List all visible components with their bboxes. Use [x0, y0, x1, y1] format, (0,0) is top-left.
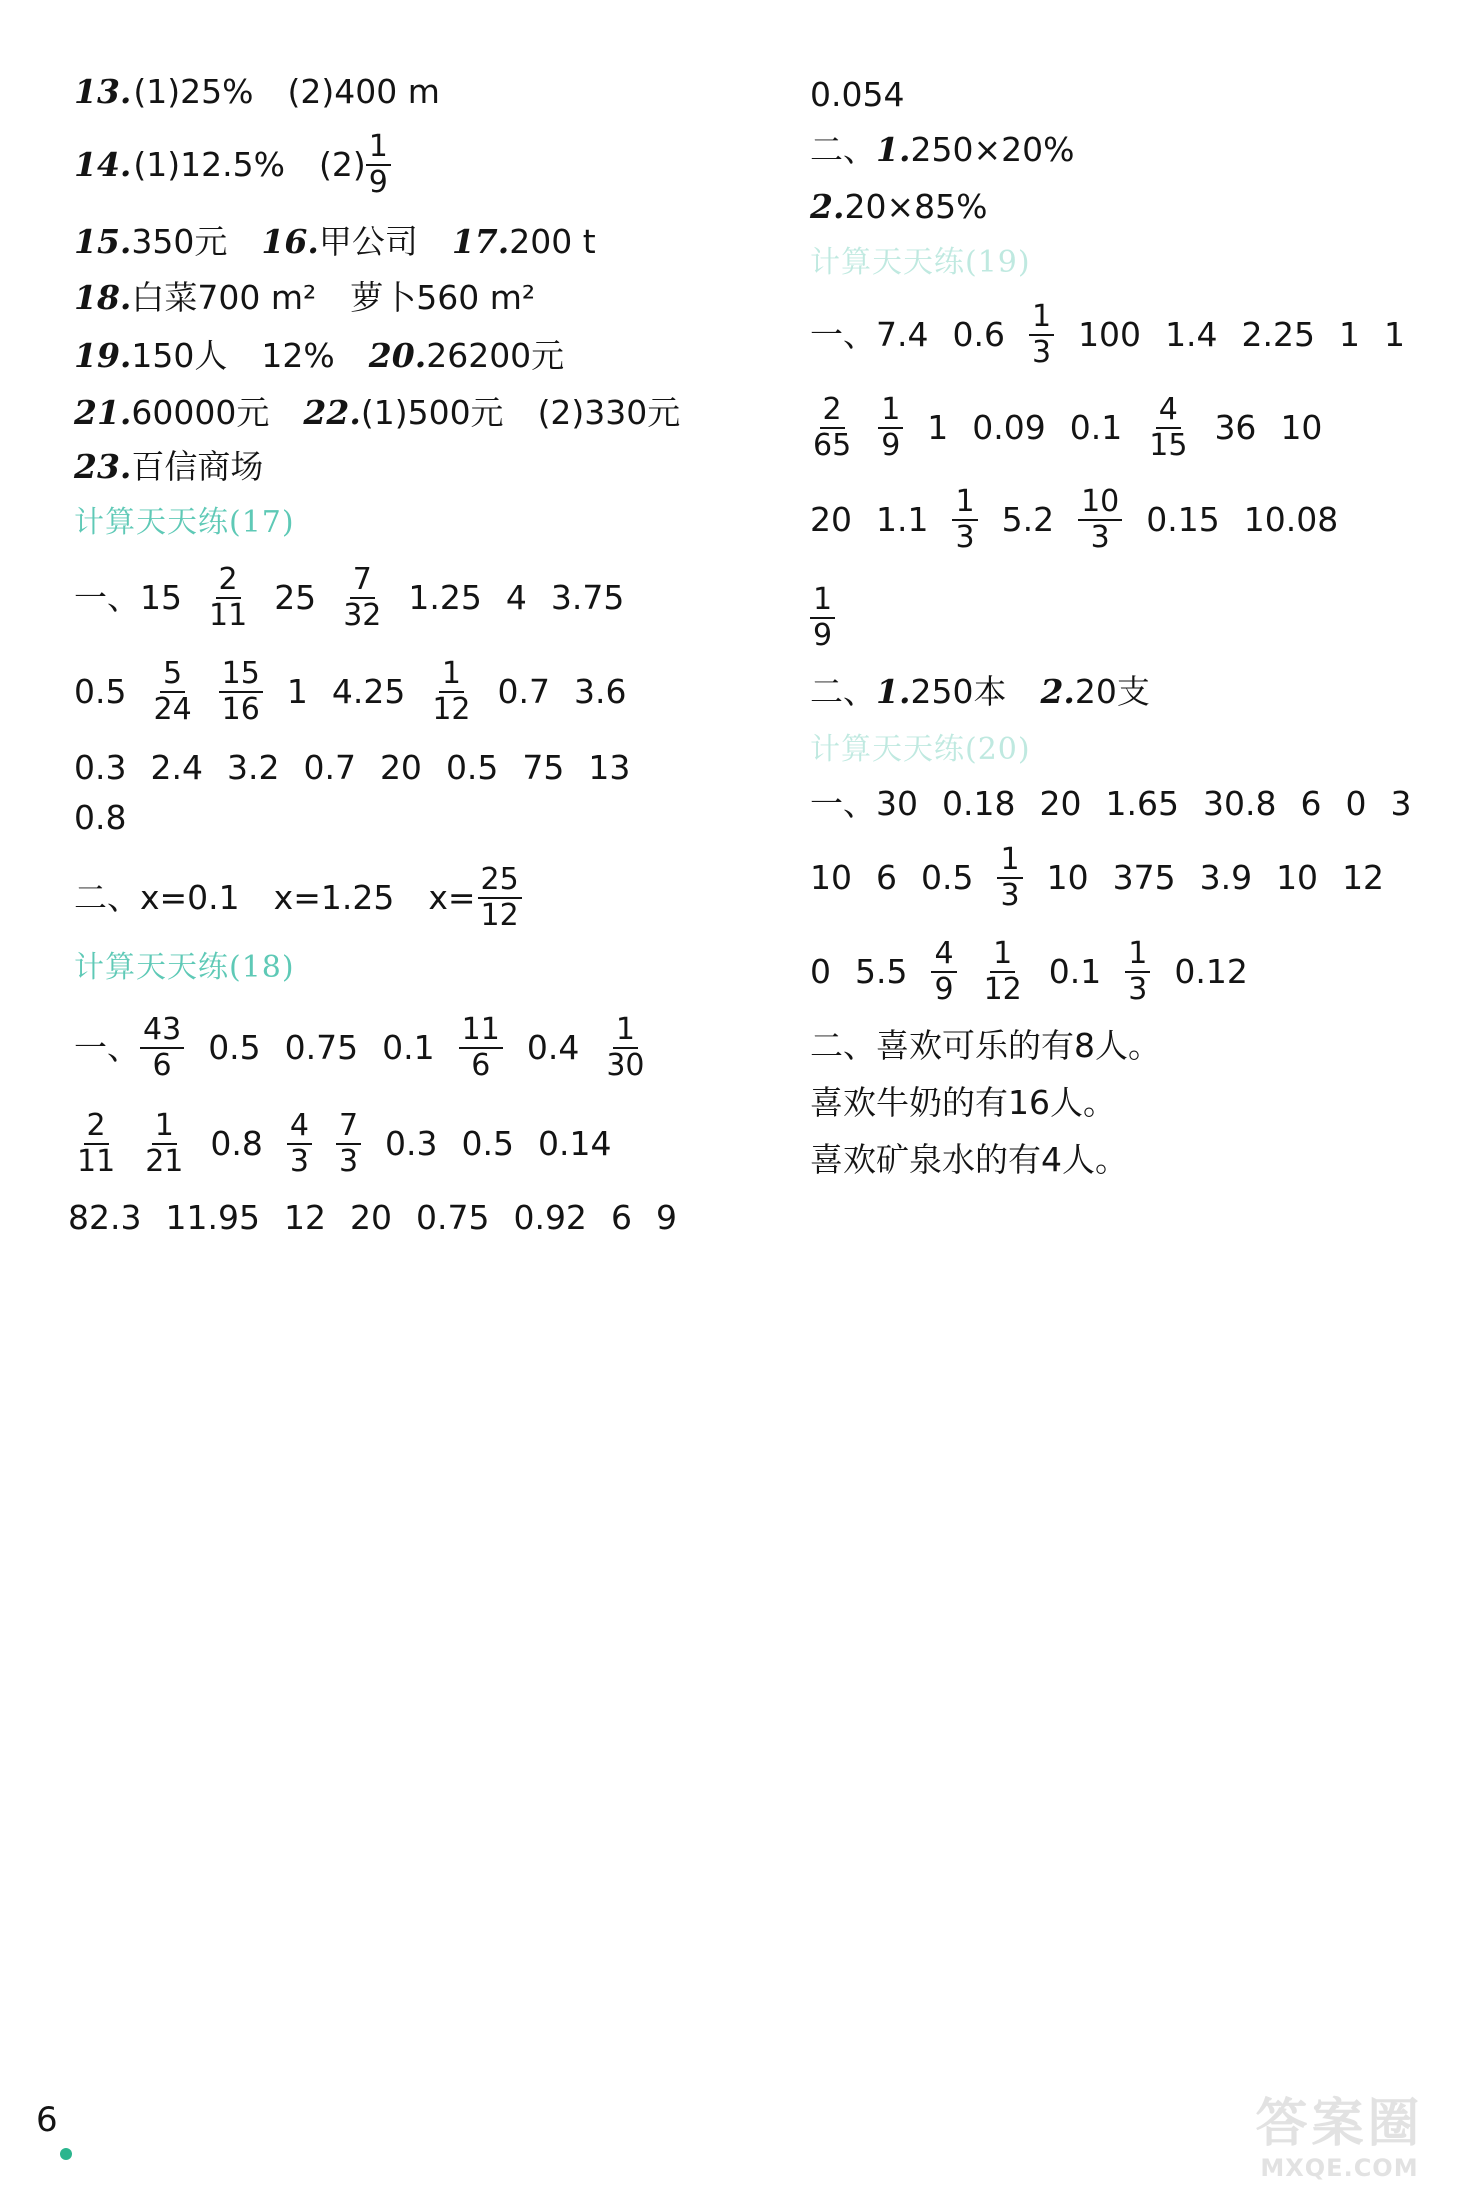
fraction	[340, 563, 384, 633]
s18-row-3	[68, 1198, 677, 1238]
question-number: 21.	[74, 393, 132, 432]
s18-row-1	[74, 1012, 648, 1083]
value: 10	[1046, 858, 1089, 897]
section-label: 二、	[74, 878, 140, 917]
fraction	[1125, 937, 1150, 1007]
s17-row-3	[74, 748, 630, 788]
denominator: 9	[368, 165, 388, 200]
answer: 20支	[1074, 672, 1150, 711]
question-number: 20.	[368, 336, 427, 375]
value: 6	[610, 1198, 632, 1237]
answer: 萝卜560 m²	[350, 278, 536, 317]
section-label: 二、	[810, 672, 876, 711]
value: 0.3	[385, 1124, 438, 1163]
s17-row-1	[74, 562, 625, 633]
fraction	[1146, 393, 1190, 463]
value: 3.9	[1199, 858, 1253, 897]
numerator: 1	[952, 485, 977, 521]
value: 20	[810, 500, 852, 539]
value: 0.14	[538, 1124, 612, 1163]
value: 0.09	[972, 408, 1046, 447]
answer: 百信商场	[131, 447, 264, 486]
s20-row-4	[810, 1026, 1161, 1066]
question-number: 17.	[451, 222, 510, 261]
denominator: 30	[606, 1048, 645, 1083]
numerator: 4	[931, 937, 956, 973]
value: 0	[1345, 784, 1367, 823]
value: 25	[274, 578, 317, 617]
value: 9	[655, 1198, 677, 1237]
value: 1	[1339, 315, 1361, 354]
answer-part: (1)25%	[133, 72, 254, 111]
value: 375	[1112, 858, 1176, 897]
answer-13	[74, 72, 440, 112]
section-heading-20: 计算天天练(20)	[810, 732, 1031, 767]
answer: 甲公司	[318, 222, 418, 261]
question-number: 16.	[261, 222, 319, 261]
numerator: 5	[160, 657, 185, 693]
numerator: 4	[1156, 393, 1181, 429]
value: 6	[876, 858, 897, 897]
value: 0.5	[74, 672, 127, 711]
fraction	[1078, 485, 1122, 555]
equation: x=	[428, 878, 476, 917]
value: 0.5	[445, 748, 499, 787]
numerator: 2	[216, 563, 241, 599]
denominator: 12	[983, 972, 1022, 1007]
value: 1	[1384, 315, 1406, 354]
denominator: 12	[432, 692, 471, 727]
watermark	[1232, 2095, 1447, 2185]
numerator: 2	[820, 393, 845, 429]
equation: x=1.25	[273, 878, 395, 917]
fraction	[287, 1109, 312, 1179]
answer-19-20	[74, 336, 564, 376]
section-label: 一、	[74, 1028, 140, 1067]
value: 0.7	[497, 672, 551, 711]
value: 0.18	[942, 784, 1016, 823]
s20-row-2	[810, 842, 1385, 913]
value: 一、7.4	[810, 315, 929, 354]
answer-sentence: 二、喜欢可乐的有8人。	[810, 1026, 1161, 1065]
value: 11.95	[165, 1198, 260, 1237]
fraction	[150, 657, 194, 727]
denominator: 32	[343, 598, 382, 633]
value: 0.92	[513, 1198, 587, 1237]
numerator: 1	[1029, 300, 1054, 336]
fraction	[459, 1013, 503, 1083]
r-row-0	[810, 75, 904, 115]
numerator: 1	[366, 130, 391, 166]
value: 4.25	[331, 672, 406, 711]
section-label: 二、	[810, 130, 876, 169]
denominator: 3	[1128, 972, 1148, 1007]
value: 0.6	[952, 315, 1005, 354]
value: 10.08	[1243, 500, 1339, 539]
denominator: 3	[289, 1144, 309, 1179]
value: 82.3	[68, 1198, 142, 1237]
fraction	[140, 1013, 184, 1083]
value: 0.5	[921, 858, 974, 897]
value: 20	[1039, 784, 1082, 823]
denominator: 3	[1090, 520, 1110, 555]
numerator: 1	[990, 937, 1015, 973]
fraction	[1029, 300, 1054, 370]
value: 0.4	[526, 1028, 580, 1067]
r-row-2	[810, 187, 987, 227]
value: 一、30	[810, 784, 918, 823]
s17-row-2	[74, 656, 627, 727]
value: 0.8	[210, 1124, 263, 1163]
value: 0.1	[1069, 408, 1123, 447]
value: 13	[588, 748, 631, 787]
numerator: 1	[439, 657, 464, 693]
value: 12	[1342, 858, 1385, 897]
answer: 20×85%	[844, 187, 988, 226]
denominator: 3	[338, 1144, 359, 1179]
fraction	[478, 863, 522, 933]
fraction	[931, 937, 956, 1007]
numerator: 1	[997, 843, 1022, 879]
denominator: 15	[1149, 428, 1188, 463]
answer-part: (1)12.5%	[133, 145, 285, 184]
value: 36	[1214, 408, 1257, 447]
denominator: 12	[480, 898, 519, 933]
numerator: 7	[336, 1109, 361, 1145]
value: 10	[1276, 858, 1319, 897]
denominator: 6	[152, 1048, 172, 1083]
answer: 350元	[131, 222, 228, 261]
denominator: 65	[813, 428, 852, 463]
value: 20	[349, 1198, 392, 1237]
value: 0.8	[74, 798, 127, 837]
fraction	[981, 937, 1025, 1007]
value: 0.054	[810, 75, 905, 114]
denominator: 11	[77, 1144, 116, 1179]
question-number: 13.	[74, 72, 132, 111]
answer-sentence: 喜欢矿泉水的有4人。	[810, 1140, 1128, 1179]
value: 0.3	[74, 748, 127, 787]
fraction	[206, 563, 250, 633]
numerator: 11	[459, 1013, 503, 1049]
answer-23	[74, 447, 263, 487]
numerator: 43	[140, 1013, 184, 1049]
answer-sentence: 喜欢牛奶的有16人。	[810, 1083, 1116, 1122]
value: 10	[810, 858, 852, 897]
section-heading-19: 计算天天练(19)	[810, 245, 1031, 280]
denominator: 16	[221, 692, 260, 727]
fraction	[952, 485, 977, 555]
section-heading-18: 计算天天练(18)	[74, 950, 295, 985]
section-heading-17: 计算天天练(17)	[74, 505, 295, 540]
s19-row-5	[810, 672, 1150, 712]
answer-part: (2)400 m	[287, 72, 440, 111]
denominator: 6	[471, 1048, 491, 1083]
value: 0.75	[415, 1198, 490, 1237]
s19-row-4	[810, 582, 835, 653]
question-number: 1.	[876, 130, 911, 169]
answer: 白菜700 m²	[131, 278, 317, 317]
value: 0.1	[382, 1028, 435, 1067]
value: 0	[810, 952, 831, 991]
numerator: 1	[152, 1109, 177, 1145]
denominator: 9	[881, 428, 901, 463]
value: 0.75	[284, 1028, 359, 1067]
fraction	[219, 657, 263, 727]
question-number: 2.	[810, 187, 845, 226]
value: 0.15	[1146, 500, 1220, 539]
numerator: 15	[219, 657, 263, 693]
fraction	[810, 583, 835, 653]
value: 20	[379, 748, 422, 787]
question-number: 1.	[876, 672, 911, 711]
denominator: 3	[1000, 878, 1020, 913]
answer-15-17	[74, 222, 596, 262]
numerator: 1	[878, 393, 903, 429]
answer: 12%	[261, 336, 335, 375]
answer: 250本	[910, 672, 1007, 711]
s19-row-2	[810, 392, 1323, 463]
fraction	[997, 843, 1022, 913]
question-number: 19.	[74, 336, 132, 375]
answer: 150人	[131, 336, 228, 375]
answer: 250×20%	[910, 130, 1075, 169]
value: 0.5	[208, 1028, 261, 1067]
s20-row-5	[810, 1083, 1116, 1123]
fraction	[878, 393, 903, 463]
denominator: 24	[153, 692, 192, 727]
s19-row-3	[810, 484, 1339, 555]
answer-14	[74, 129, 391, 200]
answer-18	[74, 278, 535, 318]
numerator: 1	[810, 583, 835, 619]
value: 1	[927, 408, 949, 447]
value: 2.4	[150, 748, 203, 787]
page-dot-icon	[60, 2148, 72, 2160]
fraction	[603, 1013, 647, 1083]
value: 1.25	[408, 578, 482, 617]
s17-row-5	[74, 862, 522, 933]
fraction	[74, 1109, 118, 1179]
question-number: 14.	[74, 145, 132, 184]
value: 1.65	[1105, 784, 1179, 823]
denominator: 11	[209, 598, 248, 633]
s18-row-2	[74, 1108, 612, 1179]
numerator: 1	[613, 1013, 638, 1049]
value: 3.2	[226, 748, 280, 787]
value: 75	[522, 748, 565, 787]
watermark-top: 答案圈	[1255, 2094, 1424, 2154]
value: 0.7	[303, 748, 356, 787]
value: 30.8	[1202, 784, 1277, 823]
s19-row-1	[810, 299, 1406, 370]
numerator: 4	[287, 1109, 312, 1145]
fraction	[810, 393, 854, 463]
s17-row-4	[74, 798, 126, 838]
s20-row-3	[810, 936, 1248, 1007]
s20-row-1	[810, 784, 1411, 824]
value: 6	[1300, 784, 1322, 823]
numerator: 25	[478, 863, 522, 899]
answer: 60000元	[131, 393, 270, 432]
r-row-1	[810, 130, 1074, 170]
question-number: 18.	[74, 278, 132, 317]
fraction	[142, 1109, 186, 1179]
question-number: 2.	[1040, 672, 1075, 711]
value: 5.2	[1001, 500, 1055, 539]
denominator: 9	[934, 972, 954, 1007]
value: 4	[505, 578, 527, 617]
value: 0.12	[1174, 952, 1248, 991]
denominator: 21	[145, 1144, 184, 1179]
fraction	[366, 130, 391, 200]
answer: 200 t	[509, 222, 596, 261]
value: 0.5	[461, 1124, 515, 1163]
denominator: 3	[955, 520, 975, 555]
numerator: 7	[350, 563, 375, 599]
fraction	[429, 657, 473, 727]
value: 1.4	[1165, 315, 1218, 354]
value: 一、15	[74, 578, 182, 617]
value: 3	[1390, 784, 1412, 823]
fraction	[336, 1109, 361, 1179]
page-number: 6	[36, 2100, 58, 2140]
value: 0.1	[1048, 952, 1102, 991]
value: 3.75	[550, 578, 625, 617]
numerator: 10	[1078, 485, 1122, 521]
question-number: 15.	[74, 222, 132, 261]
numerator: 1	[1125, 937, 1150, 973]
answer-part: (2)	[319, 145, 366, 184]
value: 12	[283, 1198, 326, 1237]
denominator: 9	[813, 618, 833, 653]
value: 5.5	[855, 952, 908, 991]
equation: x=0.1	[140, 878, 240, 917]
value: 2.25	[1241, 315, 1316, 354]
denominator: 3	[1031, 335, 1052, 370]
numerator: 2	[84, 1109, 109, 1145]
question-number: 22.	[303, 393, 361, 432]
value: 1.1	[876, 500, 929, 539]
value: 100	[1078, 315, 1142, 354]
value: 1	[286, 672, 308, 711]
watermark-bottom: MXQE.COM	[1260, 2154, 1419, 2182]
answer: 26200元	[426, 336, 565, 375]
value: 3.6	[574, 672, 627, 711]
s20-row-6	[810, 1140, 1128, 1180]
answer: (1)500元	[360, 393, 504, 432]
answer: (2)330元	[537, 393, 681, 432]
answer-21-22	[74, 393, 680, 433]
value: 10	[1280, 408, 1323, 447]
question-number: 23.	[74, 447, 132, 486]
